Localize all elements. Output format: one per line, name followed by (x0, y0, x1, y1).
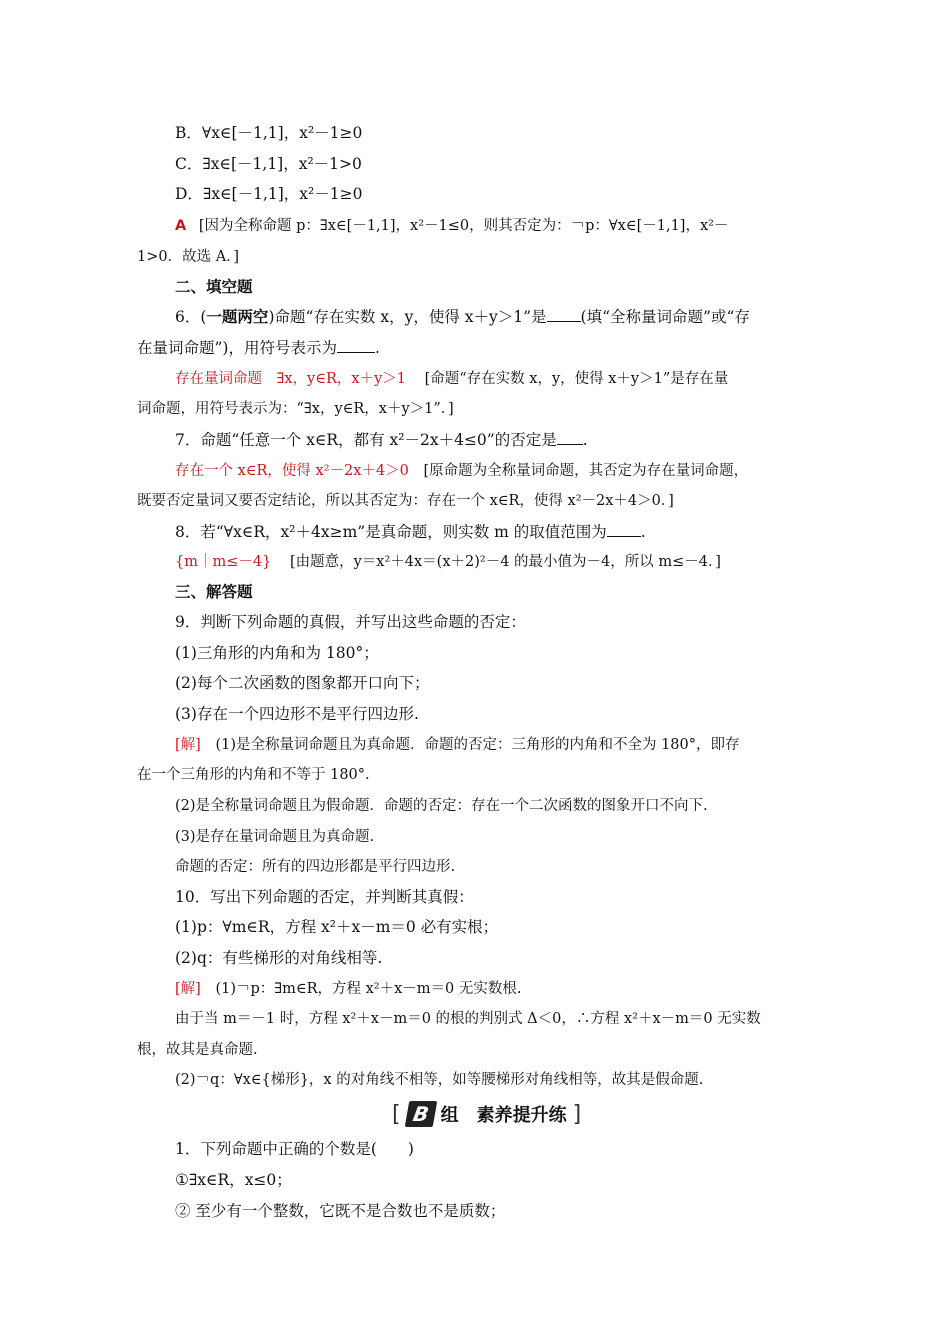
q6-cont-text: 在量词命题”)，用符号表示为 (137, 339, 337, 357)
b-question-1: 1．下列命题中正确的个数是( ) (175, 1140, 414, 1158)
right-bracket-glyph: ] (572, 1101, 582, 1127)
q9-item-3: (3)存在一个四边形不是平行四边形. (175, 705, 419, 723)
explanation-text: [命题“存在实数 x，y，使得 x＋y＞1”是存在量 (424, 371, 729, 387)
q6-text: )命题“存在实数 x，y，使得 x＋y＞1”是 (268, 308, 547, 326)
group-letter-badge: B (404, 1101, 437, 1127)
answer-text: {m｜m≤－4} (175, 554, 272, 570)
answer-7 (175, 461, 748, 481)
period: . (374, 339, 380, 357)
b-q1-item-2: ② 至少有一个整数，它既不是合数也不是质数； (175, 1202, 506, 1220)
solution-10 (175, 979, 522, 999)
solution-9-part2: (2)是全称量词命题且为假命题．命题的否定：存在一个二次函数的图象开口不向下. (175, 798, 708, 814)
q7-text: 7．命题“任意一个 x∈R，都有 x²－2x＋4≤0”的否定是 (175, 431, 557, 449)
explanation-text: [原命题为全称量词命题，其否定为存在量词命题， (423, 463, 749, 479)
q6-tag: 一题两空 (206, 308, 269, 326)
question-10: 10．写出下列命题的否定，并判断其真假： (175, 888, 474, 906)
explanation-continued: 1>0．故选 A．] (137, 249, 240, 265)
answer-6-cont: 词命题，用符号表示为：“∃x，y∈R，x＋y＞1”．] (137, 401, 454, 417)
period: . (640, 523, 646, 541)
solution-10-reason: 由于当 m＝－1 时，方程 x²＋x－m＝0 的根的判别式 Δ＜0，∴方程 x²＋x－m＝0 无实数 (175, 1011, 761, 1027)
period: . (582, 431, 588, 449)
solution-9 (175, 735, 740, 755)
option-d: D．∃x∈[－1,1]，x²－1≥0 (175, 185, 363, 203)
question-7 (175, 430, 588, 450)
b-q1-item-1: ①∃x∈R，x≤0； (175, 1171, 292, 1189)
answer-7-cont: 既要否定量词又要否定结论，所以其否定为：存在一个 x∈R，使得 x²－2x＋4＞0．] (137, 493, 674, 509)
q9-item-1: (1)三角形的内角和为 180°； (175, 644, 379, 662)
solution-10-part2: (2)￢q：∀x∈{梯形}，x 的对角线不相等，如等腰梯形对角线相等，故其是假命题. (175, 1072, 704, 1088)
question-6-cont (137, 338, 380, 358)
answer-blank (547, 307, 581, 322)
solution-9-cont: 在一个三角形的内角和不等于 180°. (137, 767, 370, 783)
solution-9-part3: (3)是存在量词命题且为真命题. (175, 829, 375, 845)
q10-item-2: (2)q：有些梯形的对角线相等. (175, 949, 383, 967)
group-b-banner (392, 1100, 581, 1128)
answer-text: 存在一个 x∈R，使得 x²－2x＋4＞0 (175, 463, 409, 479)
answer-text: 存在量词命题 ∃x，y∈R，x＋y＞1 (175, 371, 406, 387)
answer-label: A (175, 218, 187, 234)
option-b: B．∀x∈[－1,1]，x²－1≥0 (175, 124, 363, 142)
solution-text: (1)￢p：∃m∈R，方程 x²＋x－m＝0 无实数根. (215, 981, 522, 997)
section-heading-fill: 二、填空题 (175, 278, 253, 296)
solution-9-negation: 命题的否定：所有的四边形都是平行四边形. (175, 859, 456, 875)
solution-10-reason-cont: 根，故其是真命题. (137, 1042, 258, 1058)
option-c: C．∃x∈[－1,1]，x²－1>0 (175, 155, 362, 173)
solution-label: [解] (175, 981, 201, 997)
answer-8 (175, 552, 721, 572)
question-9: 9．判断下列命题的真假，并写出这些命题的否定： (175, 613, 526, 631)
answer-6 (175, 369, 728, 389)
answer-explanation-5 (175, 216, 728, 236)
question-6 (175, 307, 750, 327)
q8-text: 8．若“∀x∈R，x²＋4x≥m”是真命题，则实数 m 的取值范围为 (175, 523, 607, 541)
q6-text-end: (填“全称量词命题”或“存 (580, 308, 750, 326)
q9-item-2: (2)每个二次函数的图象都开口向下； (175, 674, 430, 692)
explanation-text: [由题意，y＝x²＋4x＝(x＋2)²－4 的最小值为－4，所以 m≤－4．] (289, 554, 721, 570)
solution-label: [解] (175, 737, 201, 753)
answer-blank (557, 430, 583, 445)
section-heading-solve: 三、解答题 (175, 583, 253, 601)
explanation-text: [因为全称命题 p：∃x∈[－1,1]，x²－1≤0，则其否定为：￢p：∀x∈[－1,1]，x²－ (198, 218, 729, 234)
banner-title: 组 素养提升练 (440, 1105, 567, 1126)
q6-number: 6．( (175, 308, 207, 326)
solution-text: (1)是全称量词命题且为真命题．命题的否定：三角形的内角和不全为 180°，即存 (215, 737, 740, 753)
answer-blank (337, 338, 375, 353)
left-bracket-glyph: [ (392, 1101, 401, 1127)
q10-item-1: (1)p：∀m∈R，方程 x²＋x－m＝0 必有实根； (175, 918, 499, 936)
answer-blank (607, 522, 641, 537)
question-8 (175, 522, 646, 542)
